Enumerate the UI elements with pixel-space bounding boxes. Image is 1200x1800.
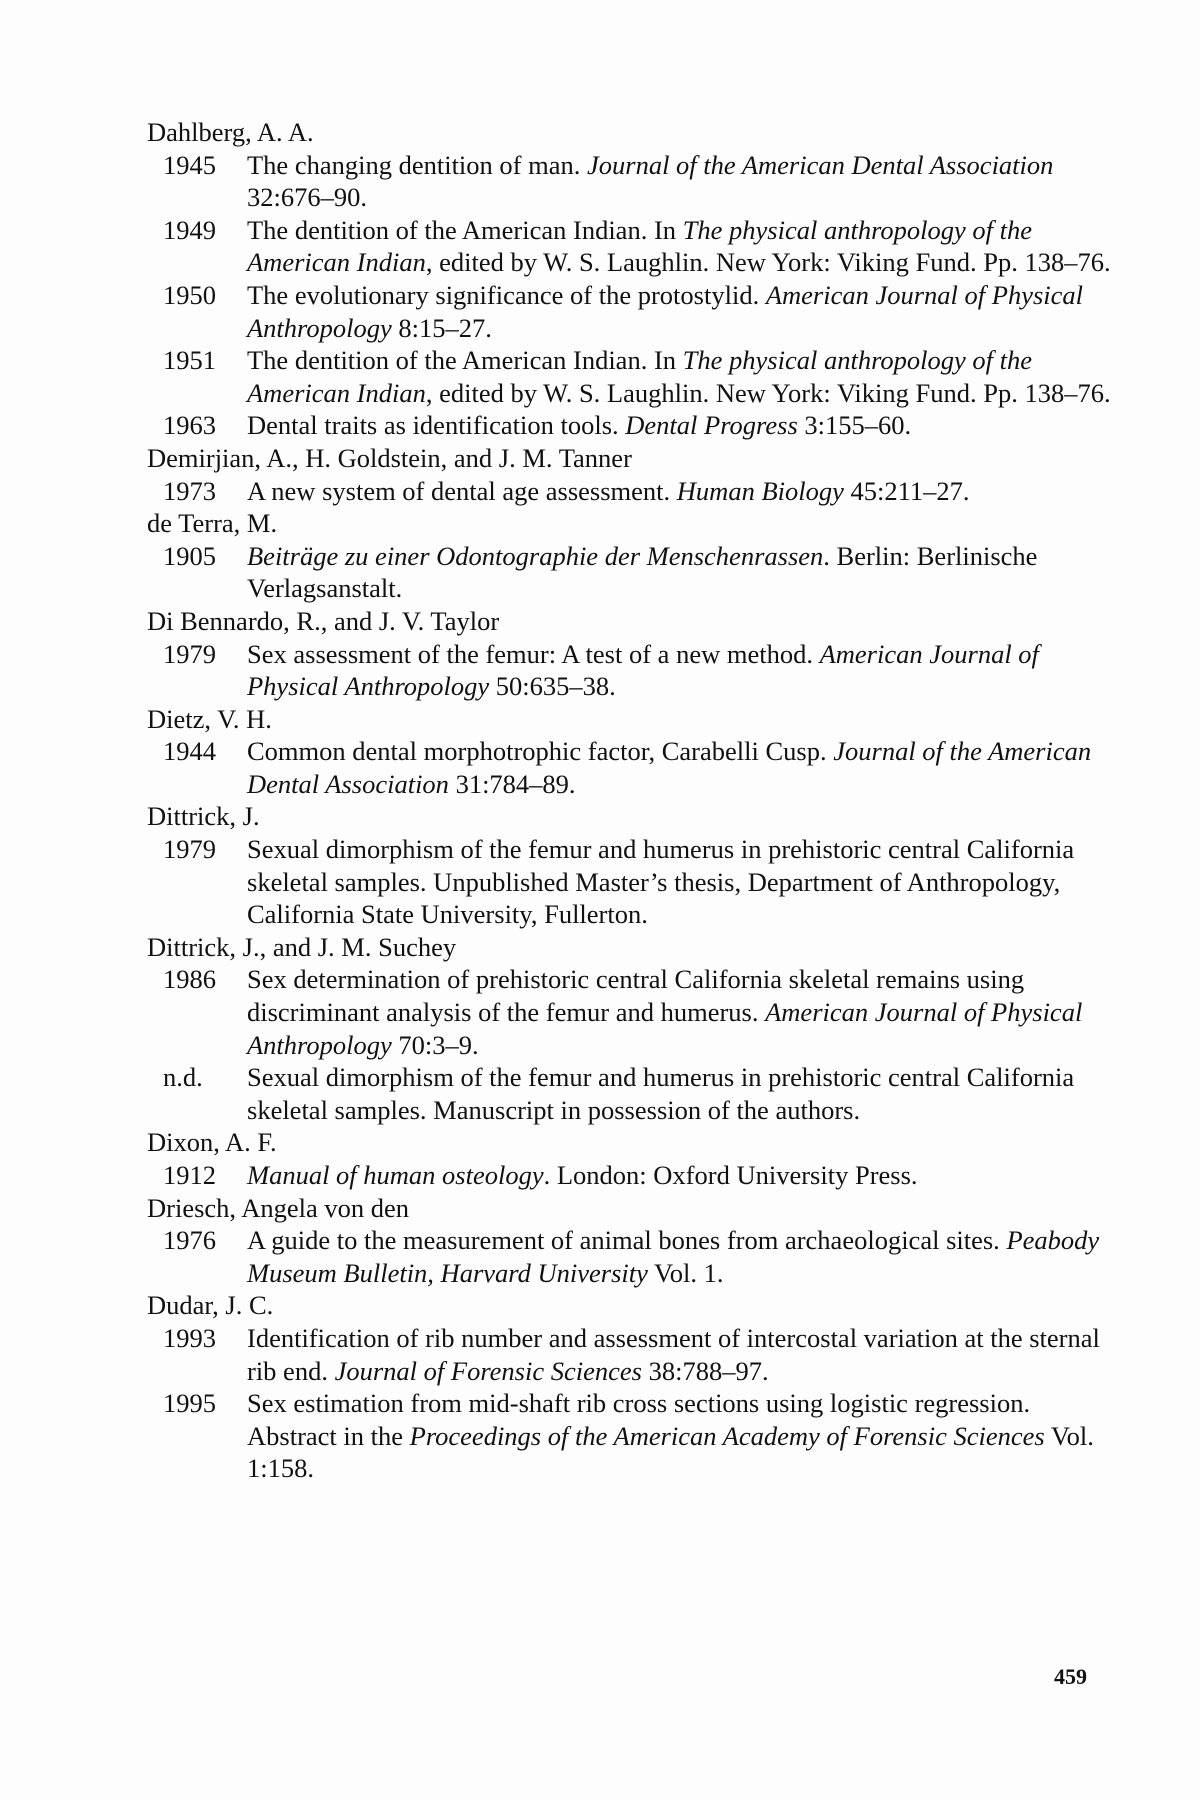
reference-text-part: Sexual dimorphism of the femur and humerus in prehistoric central California skeletal samples. Unpublished Master’s thesis, Department of Anthropology, California State University, Fullerton. bbox=[247, 834, 1075, 930]
reference-title-italic: Beiträge zu einer Odontographie der Menschenrassen bbox=[247, 540, 824, 571]
reference-text-part: Sexual dimorphism of the femur and humerus in prehistoric central California skeletal samples. Manuscript in possession of the authors. bbox=[247, 1062, 1075, 1125]
reference-entry bbox=[147, 1224, 1112, 1289]
reference-text bbox=[247, 1061, 1112, 1126]
reference-text bbox=[247, 149, 1112, 214]
author-name: Demirjian, A., H. Goldstein, and J. M. Tanner bbox=[147, 442, 632, 473]
reference-year: 1951 bbox=[163, 345, 216, 376]
reference-title-italic: Journal of the American Dental Association bbox=[247, 736, 1092, 799]
reference-year: 1986 bbox=[163, 964, 216, 995]
reference-title-italic: Journal of the American Dental Association bbox=[587, 149, 1054, 180]
reference-text bbox=[247, 833, 1112, 931]
reference-text-part: Identification of rib number and assessment of intercostal variation at the sternal rib end. bbox=[247, 1322, 1100, 1386]
reference-year: n.d. bbox=[163, 1062, 203, 1093]
reference-entry bbox=[147, 833, 1112, 931]
reference-text bbox=[247, 1159, 1112, 1192]
reference-entry bbox=[147, 963, 1112, 1061]
page-number: 459 bbox=[1054, 1664, 1087, 1689]
reference-text-part: 3:155–60. bbox=[797, 410, 912, 441]
author-block bbox=[147, 703, 1112, 801]
reference-year: 1979 bbox=[163, 638, 216, 669]
reference-year: 1950 bbox=[163, 279, 216, 310]
author-block bbox=[147, 800, 1112, 930]
reference-text bbox=[247, 475, 1112, 508]
reference-text bbox=[247, 279, 1112, 344]
author-block bbox=[147, 442, 1112, 507]
reference-entry bbox=[147, 344, 1112, 409]
reference-entry bbox=[147, 214, 1112, 279]
reference-entry bbox=[147, 735, 1112, 800]
reference-year: 1963 bbox=[163, 410, 216, 441]
reference-title-italic: Proceedings of the American Academy of Forensic Sciences bbox=[409, 1420, 1045, 1451]
reference-title-italic: American Journal of Physical Anthropology bbox=[247, 279, 1084, 343]
reference-year: 1979 bbox=[163, 834, 216, 865]
reference-text-part: A guide to the measurement of animal bones from archaeological sites. bbox=[247, 1225, 1007, 1256]
reference-text bbox=[247, 638, 1112, 703]
reference-title-italic: American Journal of Physical Anthropology bbox=[247, 997, 1083, 1060]
reference-title-italic: The physical anthropology of the American Indian bbox=[247, 214, 1033, 278]
reference-year: 1973 bbox=[163, 475, 216, 506]
author-block bbox=[147, 931, 1112, 1127]
reference-text-part: The changing dentition of man. bbox=[247, 149, 587, 180]
reference-text-part: , edited by W. S. Laughlin. New York: Viking Fund. Pp. 138–76. bbox=[425, 377, 1111, 408]
author-name: Dittrick, J., and J. M. Suchey bbox=[147, 931, 457, 962]
bibliography bbox=[147, 116, 1112, 1485]
reference-entry bbox=[147, 638, 1112, 703]
author-block bbox=[147, 116, 1112, 442]
reference-text-part: 32:676–90. bbox=[247, 182, 367, 213]
author-name: Dietz, V. H. bbox=[147, 703, 272, 734]
reference-text-part: The evolutionary significance of the protostylid. bbox=[247, 279, 766, 310]
reference-year: 1993 bbox=[163, 1322, 216, 1353]
reference-title-italic: Dental Progress bbox=[625, 410, 798, 441]
reference-entry bbox=[147, 1159, 1112, 1192]
reference-text-part: Common dental morphotrophic factor, Carabelli Cusp. bbox=[247, 736, 834, 767]
author-block bbox=[147, 1192, 1112, 1290]
author-name: Di Bennardo, R., and J. V. Taylor bbox=[147, 605, 500, 636]
reference-year: 1945 bbox=[163, 149, 216, 180]
author-name: Dahlberg, A. A. bbox=[147, 117, 314, 147]
reference-text bbox=[247, 963, 1112, 1061]
author-name: Driesch, Angela von den bbox=[147, 1192, 409, 1223]
reference-year: 1905 bbox=[163, 540, 216, 571]
reference-text bbox=[247, 1387, 1112, 1485]
reference-entry bbox=[147, 409, 1112, 442]
author-block bbox=[147, 507, 1112, 605]
reference-text bbox=[247, 1322, 1112, 1387]
reference-text-part: Vol. 1. bbox=[647, 1257, 724, 1288]
reference-text-part: 38:788–97. bbox=[641, 1355, 769, 1386]
reference-text-part: 70:3–9. bbox=[391, 1029, 479, 1060]
reference-text-part: A new system of dental age assessment. bbox=[247, 475, 677, 506]
reference-entry bbox=[147, 279, 1112, 344]
reference-text-part: . London: Oxford University Press. bbox=[543, 1160, 918, 1190]
reference-title-italic: Peabody Museum Bulletin, Harvard University bbox=[247, 1225, 1100, 1288]
author-block bbox=[147, 605, 1112, 703]
reference-text-part: 50:635–38. bbox=[489, 671, 616, 702]
reference-text-part: 45:211–27. bbox=[843, 475, 970, 506]
reference-year: 1912 bbox=[163, 1160, 216, 1190]
reference-text-part: Vol. 1:158. bbox=[247, 1420, 1094, 1484]
reference-entry bbox=[147, 1061, 1112, 1126]
reference-entry bbox=[147, 1322, 1112, 1387]
reference-entry bbox=[147, 475, 1112, 508]
reference-text bbox=[247, 540, 1112, 605]
reference-entry bbox=[147, 540, 1112, 605]
reference-title-italic: Human Biology bbox=[676, 475, 844, 506]
reference-year: 1995 bbox=[163, 1388, 216, 1419]
author-block bbox=[147, 1126, 1112, 1191]
reference-year: 1944 bbox=[163, 736, 216, 767]
reference-text-part: Dental traits as identification tools. bbox=[247, 410, 626, 441]
reference-entry bbox=[147, 1387, 1112, 1485]
author-name: Dixon, A. F. bbox=[147, 1127, 277, 1158]
reference-text-part: 8:15–27. bbox=[391, 312, 492, 343]
reference-title-italic: American Journal of Physical Anthropology bbox=[247, 638, 1039, 702]
reference-text-part: Sex determination of prehistoric central California skeletal remains using discriminant analysis of the femur and humerus. bbox=[247, 964, 1025, 1028]
reference-text-part: The dentition of the American Indian. In bbox=[247, 214, 683, 245]
reference-text-part: The dentition of the American Indian. In bbox=[247, 345, 683, 376]
reference-text-part: , edited by W. S. Laughlin. New York: Viking Fund. Pp. 138–76. bbox=[425, 247, 1111, 278]
reference-title-italic: Journal of Forensic Sciences bbox=[334, 1355, 642, 1386]
reference-text-part: 31:784–89. bbox=[448, 768, 576, 799]
reference-text bbox=[247, 344, 1112, 409]
reference-text bbox=[247, 214, 1112, 279]
reference-entry bbox=[147, 149, 1112, 214]
reference-year: 1949 bbox=[163, 214, 216, 245]
reference-text bbox=[247, 409, 1112, 442]
reference-title-italic: Manual of human osteology bbox=[247, 1160, 544, 1190]
reference-text bbox=[247, 1224, 1112, 1289]
reference-title-italic: The physical anthropology of the American Indian bbox=[247, 345, 1033, 408]
reference-text-part: Sex assessment of the femur: A test of a new method. bbox=[247, 638, 820, 669]
reference-text-part: Sex estimation from mid-shaft rib cross sections using logistic regression. Abstract in the bbox=[247, 1388, 1031, 1451]
author-name: Dudar, J. C. bbox=[147, 1290, 274, 1321]
author-block bbox=[147, 1289, 1112, 1485]
author-name: Dittrick, J. bbox=[147, 801, 260, 832]
reference-year: 1976 bbox=[163, 1225, 216, 1256]
author-name: de Terra, M. bbox=[147, 508, 278, 539]
reference-text bbox=[247, 735, 1112, 800]
reference-text-part: . Berlin: Berlinische Verlagsanstalt. bbox=[247, 540, 1038, 604]
